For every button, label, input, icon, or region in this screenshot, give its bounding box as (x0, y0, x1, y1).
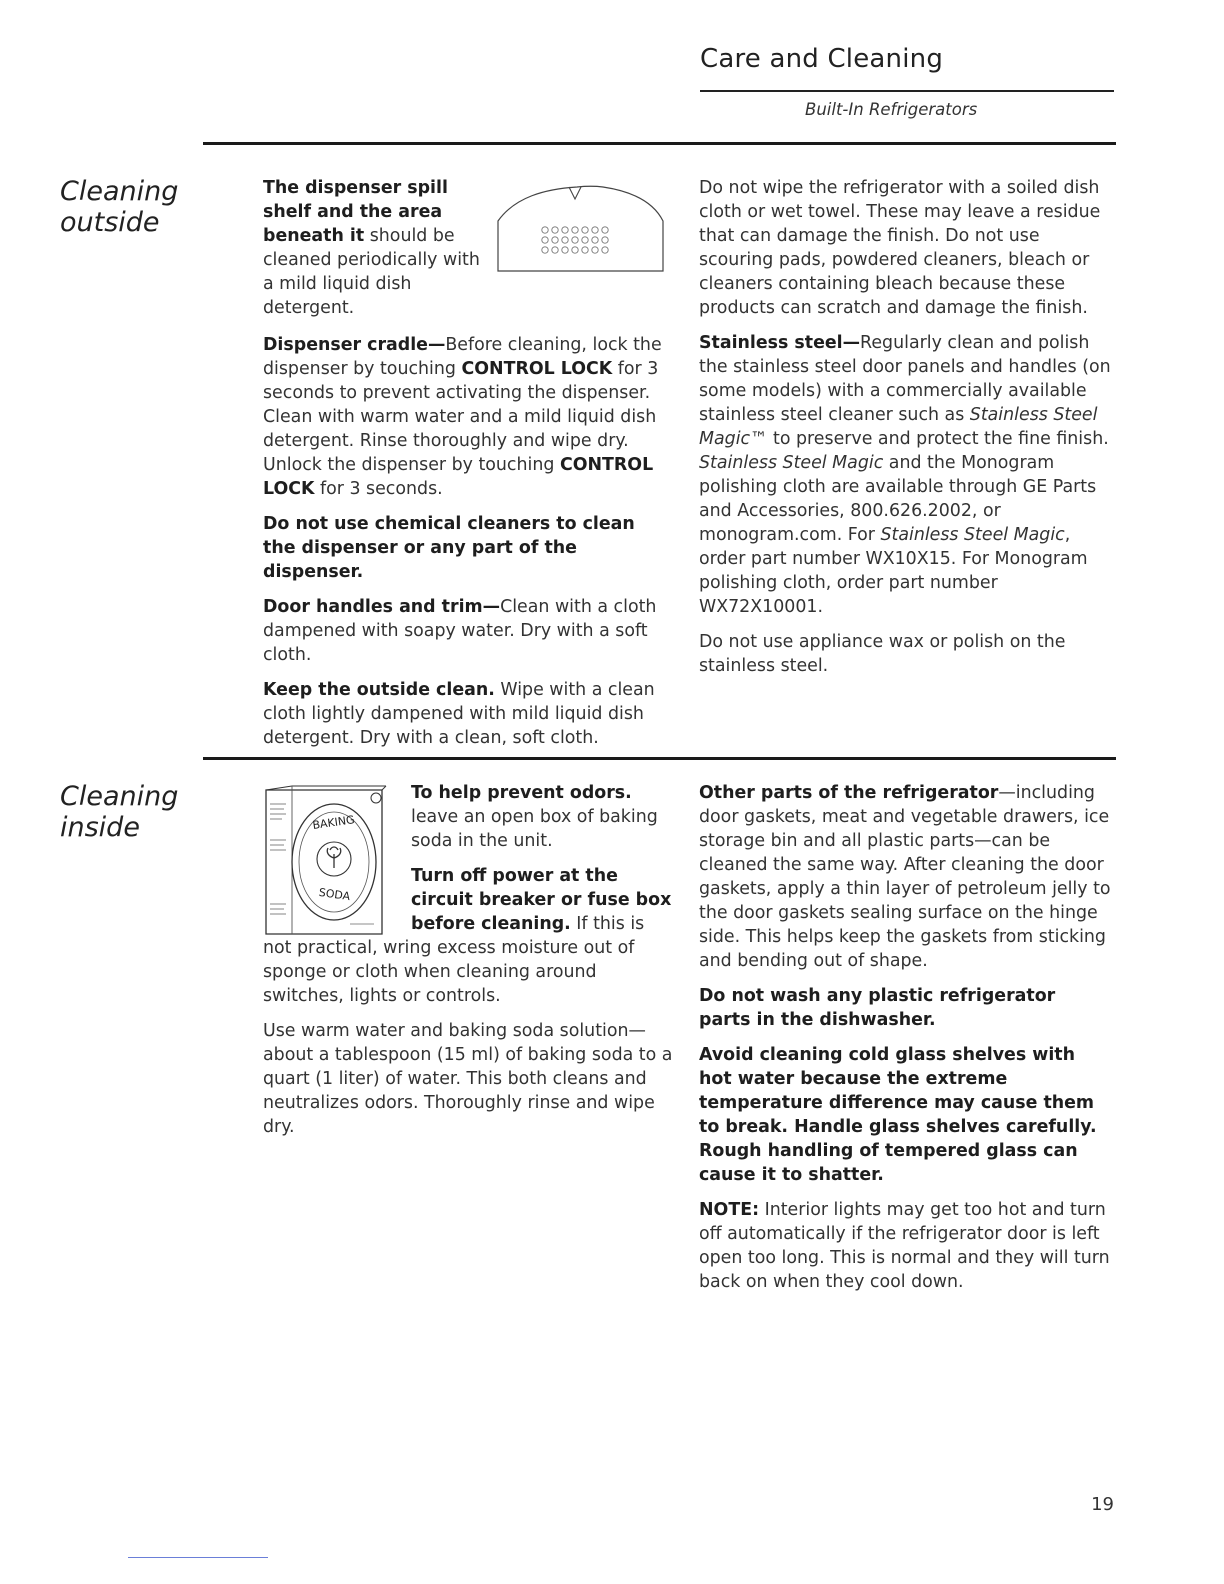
page-number: 19 (1091, 1494, 1114, 1515)
no-wax-paragraph: Do not use appliance wax or polish on the stainless steel. (699, 632, 1066, 676)
keep-clean-paragraph: Keep the outside clean. Wipe with a clean cloth lightly dampened with mild liquid dish detergent. Dry with a clean, soft cloth. (263, 680, 655, 748)
header-divider (700, 90, 1114, 92)
footer-line (128, 1557, 268, 1558)
handles-paragraph: Door handles and trim—Clean with a cloth dampened with soapy water. Dry with a soft cloth. (263, 597, 657, 665)
inside-right-column (699, 781, 1117, 1305)
page-subtitle: Built-In Refrigerators (805, 100, 978, 119)
stainless-paragraph: Stainless steel—Regularly clean and polish the stainless steel door panels and handles (on some models) with a commercially available stainless steel cleaner such as Stainless Steel Magic™ to preserve and protect the fine finish. Stainless Steel Magic and the Monogram polishing cloth are available through GE Parts and Accessories, 800.626.2002, or monogram.com. For Stainless Steel Magic, order part number WX10X15. For Monogram polishing cloth, order part number WX72X10001. (699, 333, 1111, 617)
spill-shelf-paragraph: The dispenser spill shelf and the area beneath it should be cleaned periodically with a mild liquid dish detergent. (263, 178, 480, 318)
odors-paragraph: To help prevent odors. leave an open box of baking soda in the unit. (411, 783, 658, 851)
other-parts-paragraph: Other parts of the refrigerator—including door gaskets, meat and vegetable drawers, ice storage bin and all plastic parts—can be cleaned the same way. After cleaning the door gaskets, apply a thin layer of petroleum jelly to the door gaskets sealing surface on the hinge side. This helps keep the gaskets from sticking and bending out of shape. (699, 783, 1111, 971)
cradle-paragraph: Dispenser cradle—Before cleaning, lock the dispenser by touching CONTROL LOCK for 3 seconds to prevent activating the dispenser. Clean with warm water and a mild liquid dish detergent. Rinse thoroughly and wipe dry. Unlock the dispenser by touching CONTROL LOCK for 3 seconds. (263, 335, 662, 499)
soda-box-label-top: BAKING (311, 813, 356, 832)
solution-paragraph: Use warm water and baking soda solution—about a tablespoon (15 ml) of baking soda to a quart (1 liter) of water. This both cleans and neutralizes odors. Thoroughly rinse and wipe dry. (263, 1021, 673, 1137)
glass-warning: Avoid cleaning cold glass shelves with hot water because the extreme temperature difference may cause them to break. Handle glass shelves carefully. Rough handling of tempered glass can cause it to shatter. (699, 1045, 1097, 1185)
no-wipe-paragraph: Do not wipe the refrigerator with a soiled dish cloth or wet towel. These may leave a residue that can damage the finish. Do not use scouring pads, powdered cleaners, bleach or cleaners containing bleach because these products can scratch and damage the finish. (699, 178, 1101, 318)
page-title: Care and Cleaning (700, 44, 944, 74)
soda-box-label-bottom: SODA (318, 885, 351, 904)
section-title-outside: Cleaning outside (60, 176, 179, 238)
section-divider-outside (203, 142, 1116, 145)
outside-left-column (263, 176, 683, 761)
note-paragraph: NOTE: Interior lights may get too hot and turn off automatically if the refrigerator door is left open too long. This is normal and they will turn back on when they cool down. (699, 1200, 1110, 1292)
chemical-warning: Do not use chemical cleaners to clean the dispenser or any part of the dispenser. (263, 514, 635, 582)
dishwasher-warning: Do not wash any plastic refrigerator parts in the dishwasher. (699, 986, 1056, 1030)
section-divider-inside (203, 757, 1116, 760)
power-paragraph: Turn off power at the circuit breaker or fuse box before cleaning. If this is not practical, wring excess moisture out of sponge or cloth when cleaning around switches, lights or controls. (263, 866, 672, 1006)
inside-left-column (263, 781, 683, 1150)
section-title-inside: Cleaning inside (60, 781, 179, 843)
outside-right-column (699, 176, 1117, 689)
